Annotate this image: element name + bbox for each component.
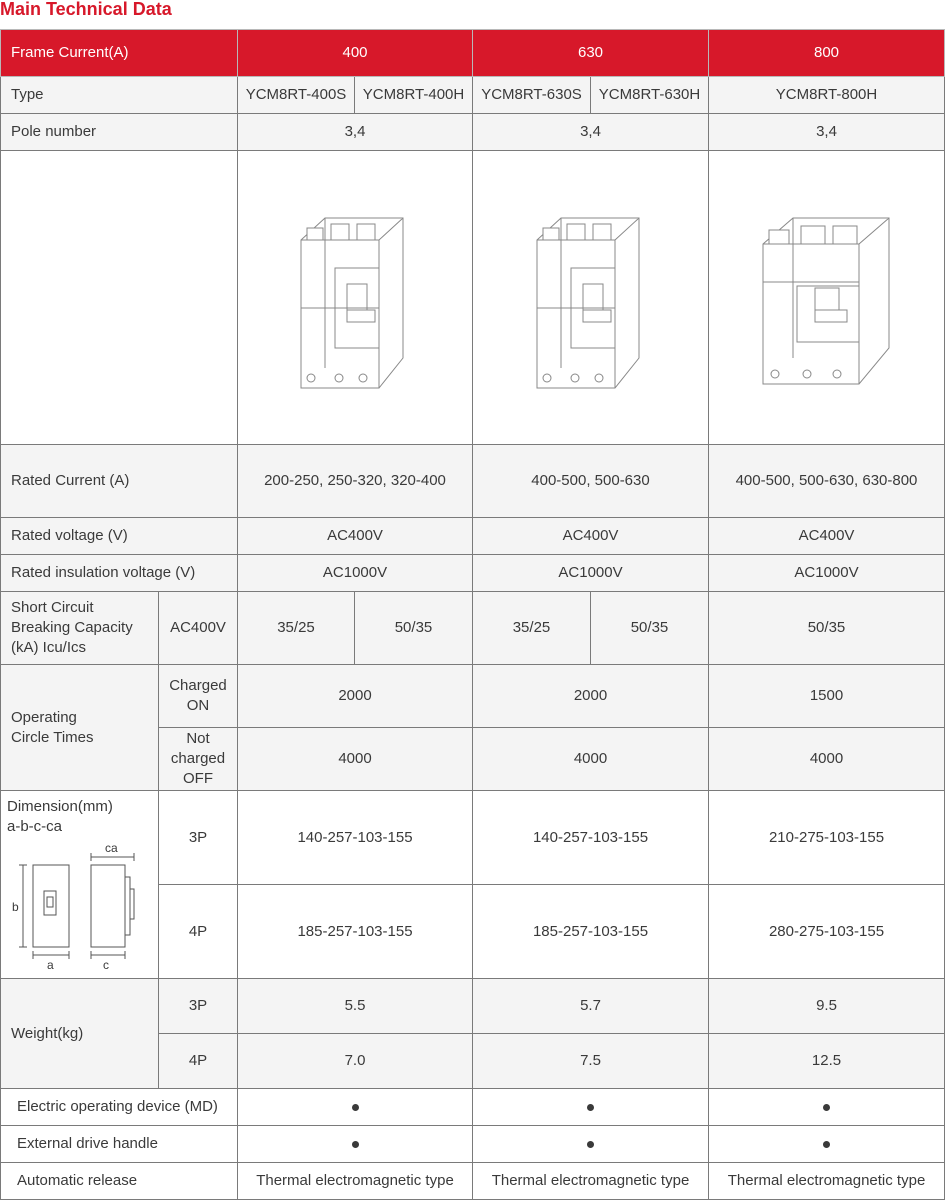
dimension-formula: a-b-c-ca [7, 818, 63, 835]
breaker-800-image [709, 151, 945, 445]
weight-4p-800: 12.5 [709, 1034, 945, 1089]
breaking-model-1: 35/25 [238, 592, 355, 665]
md-800-dot-icon [823, 1104, 830, 1111]
pole-400: 3,4 [238, 114, 473, 151]
frame-current-row [1, 30, 945, 77]
operating-on-400: 2000 [238, 665, 473, 728]
dimension-3p-630: 140-257-103-155 [473, 791, 709, 885]
operating-on-630: 2000 [473, 665, 709, 728]
dimension-4p-label: 4P [159, 885, 238, 979]
dim-c-label: c [103, 958, 109, 971]
weight-3p-label: 3P [159, 979, 238, 1034]
rated-current-label: Rated Current (A) [1, 445, 238, 518]
insulation-voltage-row [1, 555, 945, 592]
type-model-4: YCM8RT-630H [591, 77, 709, 114]
release-label: Automatic release [1, 1163, 238, 1200]
type-label: Type [1, 77, 238, 114]
rated-current-row [1, 445, 945, 518]
dimension-label-cell [1, 791, 159, 979]
dimension-3p-row [1, 791, 945, 885]
rated-current-630: 400-500, 500-630 [473, 445, 709, 518]
page-title: Main Technical Data [0, 0, 172, 19]
breaker-400-image [238, 151, 473, 445]
operating-on-800: 1500 [709, 665, 945, 728]
type-model-5: YCM8RT-800H [709, 77, 945, 114]
dimension-3p-400: 140-257-103-155 [238, 791, 473, 885]
dimension-3p-800: 210-275-103-155 [709, 791, 945, 885]
breaking-model-4: 50/35 [591, 592, 709, 665]
insulation-voltage-label: Rated insulation voltage (V) [1, 555, 238, 592]
rated-voltage-800: AC400V [709, 518, 945, 555]
release-400: Thermal electromagnetic type [238, 1163, 473, 1200]
rated-voltage-label: Rated voltage (V) [1, 518, 238, 555]
frame-400: 400 [238, 30, 473, 77]
dimension-3p-label: 3P [159, 791, 238, 885]
rated-voltage-630: AC400V [473, 518, 709, 555]
md-630-dot-icon [587, 1104, 594, 1111]
dimension-4p-400: 185-257-103-155 [238, 885, 473, 979]
dim-b-label: b [12, 900, 19, 914]
operating-label: Operating Circle Times [1, 665, 159, 791]
frame-630: 630 [473, 30, 709, 77]
weight-4p-label: 4P [159, 1034, 238, 1089]
operating-off-800: 4000 [709, 728, 945, 791]
operating-on-row [1, 665, 945, 728]
operating-on-label: Charged ON [159, 665, 238, 728]
type-model-2: YCM8RT-400H [355, 77, 473, 114]
dimension-label: Dimension(mm) [7, 798, 113, 815]
pole-label: Pole number [1, 114, 238, 151]
handle-label: External drive handle [1, 1126, 238, 1163]
weight-3p-400: 5.5 [238, 979, 473, 1034]
technical-data-table [0, 29, 945, 1200]
pole-800: 3,4 [709, 114, 945, 151]
rated-current-400: 200-250, 250-320, 320-400 [238, 445, 473, 518]
weight-3p-630: 5.7 [473, 979, 709, 1034]
handle-800-dot-icon [823, 1141, 830, 1148]
dim-a-label: a [47, 958, 54, 971]
handle-row [1, 1126, 945, 1163]
pole-row [1, 114, 945, 151]
type-model-3: YCM8RT-630S [473, 77, 591, 114]
rated-voltage-400: AC400V [238, 518, 473, 555]
insulation-400: AC1000V [238, 555, 473, 592]
product-image-row [1, 151, 945, 445]
breaking-capacity-row [1, 592, 945, 665]
type-model-1: YCM8RT-400S [238, 77, 355, 114]
weight-3p-800: 9.5 [709, 979, 945, 1034]
dim-ca-label: ca [105, 841, 118, 855]
insulation-630: AC1000V [473, 555, 709, 592]
breaking-voltage: AC400V [159, 592, 238, 665]
dimension-diagram [7, 841, 137, 971]
handle-630-dot-icon [587, 1141, 594, 1148]
breaker-630-image [473, 151, 709, 445]
operating-off-label: Not charged OFF [159, 728, 238, 791]
weight-3p-row [1, 979, 945, 1034]
handle-400-dot-icon [352, 1141, 359, 1148]
dimension-4p-800: 280-275-103-155 [709, 885, 945, 979]
pole-630: 3,4 [473, 114, 709, 151]
breaking-capacity-label: Short Circuit Breaking Capacity (kA) Icu/Ics [1, 592, 159, 665]
breaking-model-5: 50/35 [709, 592, 945, 665]
insulation-800: AC1000V [709, 555, 945, 592]
md-label: Electric operating device (MD) [1, 1089, 238, 1126]
frame-800: 800 [709, 30, 945, 77]
type-row [1, 77, 945, 114]
frame-current-label: Frame Current(A) [1, 30, 238, 77]
operating-off-400: 4000 [238, 728, 473, 791]
md-row [1, 1089, 945, 1126]
release-630: Thermal electromagnetic type [473, 1163, 709, 1200]
rated-current-800: 400-500, 500-630, 630-800 [709, 445, 945, 518]
operating-off-630: 4000 [473, 728, 709, 791]
breaking-model-3: 35/25 [473, 592, 591, 665]
dimension-4p-630: 185-257-103-155 [473, 885, 709, 979]
weight-label: Weight(kg) [1, 979, 159, 1089]
rated-voltage-row [1, 518, 945, 555]
weight-4p-630: 7.5 [473, 1034, 709, 1089]
breaking-model-2: 50/35 [355, 592, 473, 665]
release-800: Thermal electromagnetic type [709, 1163, 945, 1200]
md-400-dot-icon [352, 1104, 359, 1111]
weight-4p-400: 7.0 [238, 1034, 473, 1089]
release-row [1, 1163, 945, 1200]
